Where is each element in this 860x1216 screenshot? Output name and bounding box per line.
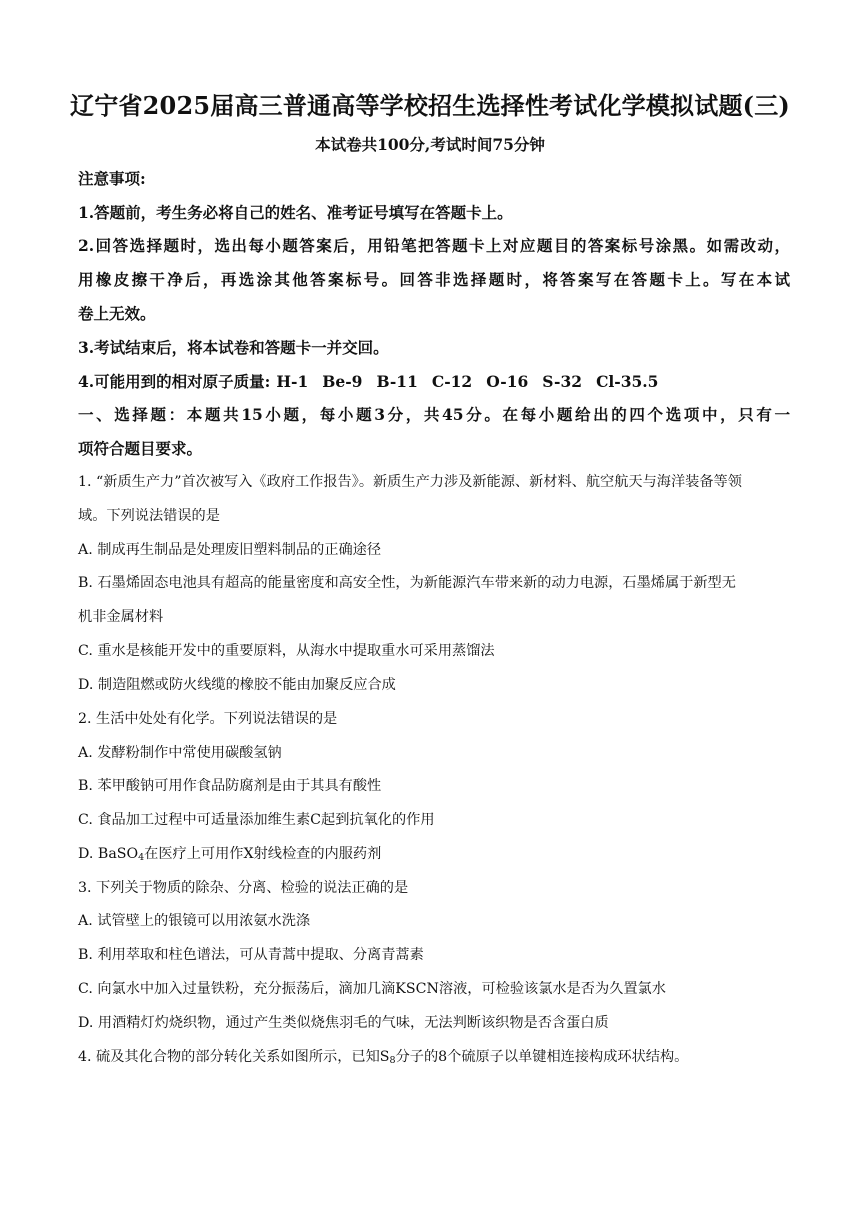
q4-stem-text: 分子的8个硫原子以单键相连接构成环状结构。 [395,1049,689,1065]
q1-stem-line-2: 域。下列说法错误的是 [78,508,220,524]
note-2-line-2: 用橡皮擦干净后，再选涂其他答案标号。回答非选择题时，将答案写在答题卡上。写在本试 [78,270,790,289]
q1-option-b-line-1: B. 石墨烯固态电池具有超高的能量密度和高安全性，为新能源汽车带来新的动力电源，石墨烯属于新型无 [78,575,736,591]
q2-option-d-subscript: 4 [138,852,145,863]
q2-option-d [78,843,381,863]
q1-option-c: C. 重水是核能开发中的重要原料，从海水中提取重水可采用蒸馏法 [78,643,495,659]
q4-stem [78,1046,688,1066]
notes-heading: 注意事项: [78,169,146,188]
note-1: 1.答题前，考生务必将自己的姓名、准考证号填写在答题卡上。 [78,203,513,222]
q3-option-d: D. 用酒精灯灼烧织物，通过产生类似烧焦羽毛的气味，无法判断该织物是否含蛋白质 [78,1015,609,1031]
q2-option-d-prefix: D. BaSO [78,846,139,862]
atomic-mass-c: C-12 [431,372,473,391]
q3-option-c: C. 向氯水中加入过量铁粉，充分振荡后，滴加几滴KSCN溶液，可检验该氯水是否为久置氯水 [78,981,666,997]
note-3: 3.考试结束后，将本试卷和答题卡一并交回。 [78,338,389,357]
note-2-line-3: 卷上无效。 [78,304,156,323]
q4-stem-subscript: 8 [389,1055,396,1066]
atomic-mass-cl: Cl-35.5 [596,372,659,391]
atomic-mass-s: S-32 [542,372,583,391]
atomic-mass-b: B-11 [376,372,418,391]
q1-option-b-line-2: 机非金属材料 [78,609,164,625]
page-title: 辽宁省2025届高三普通高等学校招生选择性考试化学模拟试题(三) [70,91,790,120]
q3-stem: 3. 下列关于物质的除杂、分离、检验的说法正确的是 [78,880,409,896]
section-heading-line-1: 一、选择题：本题共15小题，每小题3分，共45分。在每小题给出的四个选项中，只有一 [78,405,790,424]
exam-info: 本试卷共100分,考试时间75分钟 [315,135,545,154]
q2-option-a: A. 发酵粉制作中常使用碳酸氢钠 [78,745,282,761]
q2-stem: 2. 生活中处处有化学。下列说法错误的是 [78,711,338,727]
q2-option-c: C. 食品加工过程中可适量添加维生素C起到抗氧化的作用 [78,812,435,828]
q1-option-d: D. 制造阻燃或防火线缆的橡胶不能由加聚反应合成 [78,677,396,693]
atomic-mass-o: O-16 [486,372,529,391]
q4-stem-prefix: 4. 硫及其化合物的部分转化关系如图所示，已知S [78,1049,390,1065]
section-heading-line-2: 项符合题目要求。 [78,439,203,458]
atomic-mass-be: Be-9 [322,372,363,391]
q2-option-b: B. 苯甲酸钠可用作食品防腐剂是由于其具有酸性 [78,778,382,794]
q3-option-a: A. 试管壁上的银镜可以用浓氨水洗涤 [78,913,311,929]
atomic-mass-h: H-1 [276,372,309,391]
q2-option-d-text: 在医疗上可用作X射线检查的内服药剂 [144,846,382,862]
atomic-mass-label: 4.可能用到的相对原子质量: [78,372,271,391]
q1-option-a: A. 制成再生制品是处理废旧塑料制品的正确途径 [78,542,382,558]
note-4-atomic-masses [78,370,672,392]
q1-stem-line-1: 1. “新质生产力”首次被写入《政府工作报告》。新质生产力涉及新能源、新材料、航空航天与海洋装备等领 [78,474,742,490]
note-2-line-1: 2.回答选择题时，选出每小题答案后，用铅笔把答题卡上对应题目的答案标号涂黑。如需改动， [78,236,790,255]
q3-option-b: B. 利用萃取和柱色谱法，可从青蒿中提取、分离青蒿素 [78,947,424,963]
